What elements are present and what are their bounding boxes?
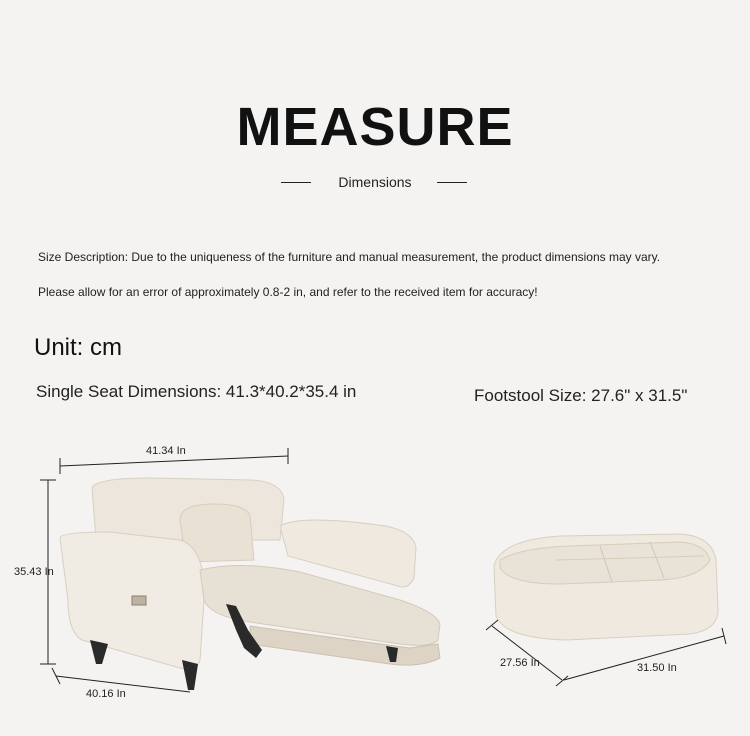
unit-label: Unit: cm bbox=[34, 334, 123, 361]
section-subtitle: Dimensions bbox=[338, 174, 412, 190]
sofa-depth-label: 40.16 In bbox=[86, 688, 126, 700]
footstool-width-label: 31.50 In bbox=[637, 662, 677, 674]
single-seat-dimensions: Single Seat Dimensions: 41.3*40.2*35.4 in bbox=[36, 382, 357, 401]
size-description-line-1: Size Description: Due to the uniqueness of the furniture and manual measurement, the product dimensions may vary. bbox=[38, 250, 661, 264]
size-description-line-2: Please allow for an error of approximately 0.8-2 in, and refer to the received item for accuracy! bbox=[38, 285, 538, 299]
footstool-illustration bbox=[494, 534, 718, 640]
sofa-height-label: 35.43 In bbox=[14, 566, 54, 578]
footstool-size: Footstool Size: 27.6" x 31.5" bbox=[474, 386, 688, 405]
sofa-illustration bbox=[60, 478, 440, 690]
page-title: MEASURE bbox=[236, 97, 514, 157]
footstool-depth-label: 27.56 In bbox=[500, 657, 540, 669]
sofa-width-label: 41.34 In bbox=[146, 445, 186, 457]
